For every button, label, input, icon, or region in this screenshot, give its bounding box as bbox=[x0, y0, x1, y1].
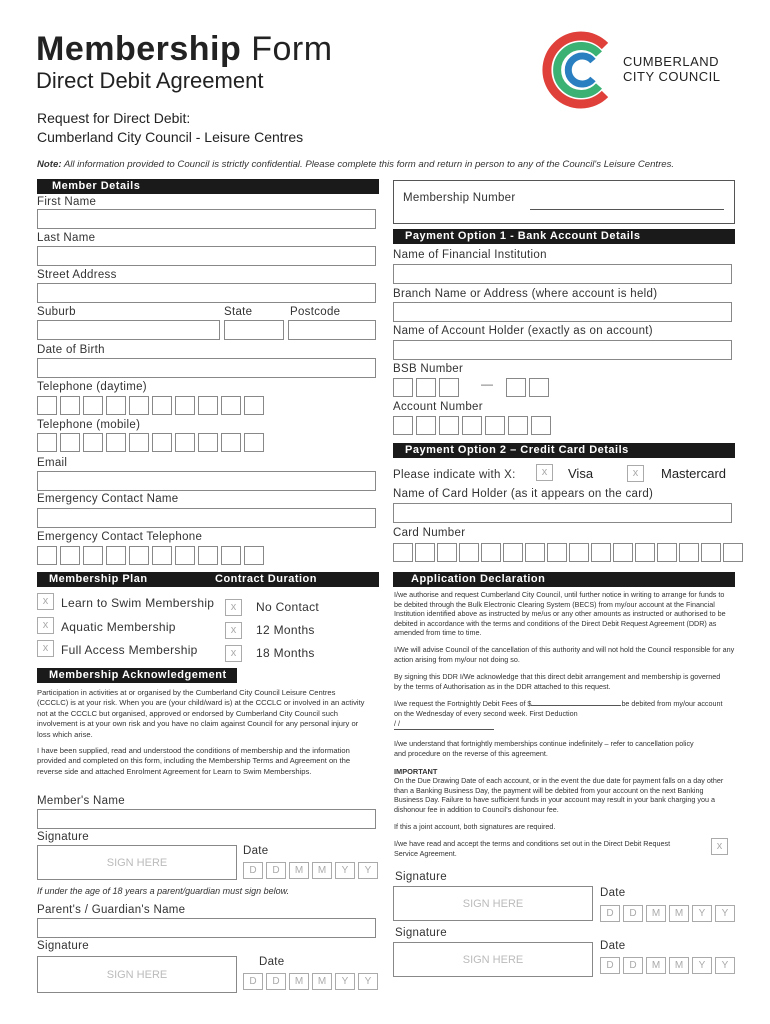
last-name-field[interactable] bbox=[37, 246, 376, 266]
date-cell: Y bbox=[715, 905, 735, 922]
bsb-cells-b[interactable] bbox=[506, 378, 549, 397]
parent-signature-label: Signature bbox=[37, 940, 89, 952]
ack-paragraph-2: I have been supplied, read and understood the conditions of membership and the information provided and completed on this form, including the Membership Terms and Agreement on the reverse side and attached Enrolment Agreement for Learn to Swim Memberships. bbox=[37, 746, 351, 776]
date-cell: D bbox=[266, 973, 286, 990]
date-cell: M bbox=[669, 905, 689, 922]
account-holder-label: Name of Account Holder (exactly as on account) bbox=[393, 325, 653, 337]
first-name-field[interactable] bbox=[37, 209, 376, 229]
bank-date-2-cells[interactable] bbox=[600, 957, 735, 974]
fee-amount-line[interactable] bbox=[531, 698, 621, 706]
payment-option-1-title: Payment Option 1 - Bank Account Details bbox=[405, 230, 641, 242]
membership-plan-title: Membership Plan bbox=[49, 573, 148, 585]
ack-paragraph-1: Participation in activities at or organised by the Cumberland City Council Leisure Centres (CCCLC) is at your risk. When you are (your child/ward is) at the CCCLC or involved in an activity not at the CCCLC but organised, approved or endorsed by Cumberland City Council such involvement is at your own risk and you have no claim against Council for any personal injury or loss which arise. bbox=[37, 688, 365, 739]
declaration-3: By signing this DDR I/We acknowledge that this direct debit arrangement and membership is governed by the terms of Authorisation as in the DDR attached to this request. bbox=[394, 672, 721, 691]
state-label: State bbox=[224, 306, 253, 318]
date-cell: Y bbox=[715, 957, 735, 974]
tel-mobile-cells[interactable] bbox=[37, 433, 264, 452]
declaration-4a: I/we request the Fortnightly Debit Fees of $ bbox=[394, 699, 532, 708]
bsb-cells-a[interactable] bbox=[393, 378, 459, 397]
declaration-4 bbox=[394, 698, 728, 730]
date-cell: D bbox=[600, 957, 620, 974]
street-label: Street Address bbox=[37, 269, 117, 281]
parent-name-label: Parent's / Guardian's Name bbox=[37, 904, 186, 916]
account-number-label: Account Number bbox=[393, 401, 483, 413]
parent-sign-here: SIGN HERE bbox=[106, 969, 168, 981]
plan-option-3: Full Access Membership bbox=[61, 643, 198, 657]
date-cell: M bbox=[312, 973, 332, 990]
date-cell: Y bbox=[335, 973, 355, 990]
bank-sign-here-2: SIGN HERE bbox=[462, 954, 524, 966]
page-title bbox=[36, 30, 333, 69]
mastercard-label: Mastercard bbox=[661, 466, 727, 481]
note-text: All information provided to Council is strictly confidential. Please complete this form and return in person to any of the Council's Leisure Centres. bbox=[63, 159, 675, 170]
membership-number-line[interactable] bbox=[530, 209, 724, 210]
date-cell: Y bbox=[692, 957, 712, 974]
state-field[interactable] bbox=[224, 320, 284, 340]
dob-label: Date of Birth bbox=[37, 344, 105, 356]
request-line2: Cumberland City Council - Leisure Centres bbox=[37, 129, 304, 145]
bank-signature-1-box[interactable] bbox=[393, 886, 593, 921]
visa-checkbox[interactable]: x bbox=[536, 464, 553, 481]
declaration-5: I/we understand that fortnightly memberships continue indefinitely – refer to cancellation policy and procedure on the reverse of this agreement. bbox=[394, 739, 694, 758]
plan-checkbox-1[interactable]: x bbox=[37, 593, 54, 610]
suburb-field[interactable] bbox=[37, 320, 220, 340]
branch-field[interactable] bbox=[393, 302, 732, 322]
accept-terms-checkbox[interactable]: x bbox=[711, 838, 728, 855]
dob-field[interactable] bbox=[37, 358, 376, 378]
plan-checkbox-3[interactable]: x bbox=[37, 640, 54, 657]
note-label: Note: bbox=[37, 159, 62, 170]
bank-sign-here-1: SIGN HERE bbox=[462, 898, 524, 910]
date-cell: M bbox=[289, 862, 309, 879]
bank-date-2-label: Date bbox=[600, 940, 626, 952]
membership-number-label: Membership Number bbox=[403, 192, 516, 204]
date-cell: M bbox=[646, 957, 666, 974]
member-date-label: Date bbox=[243, 845, 269, 857]
bank-signature-2-label: Signature bbox=[395, 927, 447, 939]
bank-date-1-label: Date bbox=[600, 887, 626, 899]
account-number-cells[interactable] bbox=[393, 416, 551, 435]
card-holder-label: Name of Card Holder (as it appears on the card) bbox=[393, 488, 654, 500]
emergency-tel-label: Emergency Contact Telephone bbox=[37, 531, 203, 543]
duration-checkbox-1[interactable]: x bbox=[225, 599, 242, 616]
bank-signature-2-box[interactable] bbox=[393, 942, 593, 977]
date-cell: D bbox=[243, 862, 263, 879]
date-cell: D bbox=[266, 862, 286, 879]
duration-option-2: 12 Months bbox=[256, 623, 315, 637]
branch-label: Branch Name or Address (where account is held) bbox=[393, 288, 658, 300]
date-cell: Y bbox=[692, 905, 712, 922]
email-field[interactable] bbox=[37, 471, 376, 491]
emergency-name-label: Emergency Contact Name bbox=[37, 493, 179, 505]
date-cell: D bbox=[243, 973, 263, 990]
institution-field[interactable] bbox=[393, 264, 732, 284]
suburb-label: Suburb bbox=[37, 306, 76, 318]
members-name-label: Member's Name bbox=[37, 795, 125, 807]
title-bold: Membership bbox=[36, 30, 242, 68]
date-cell: D bbox=[600, 905, 620, 922]
last-name-label: Last Name bbox=[37, 232, 96, 244]
application-declaration-header bbox=[393, 572, 735, 587]
duration-checkbox-2[interactable]: x bbox=[225, 622, 242, 639]
important-heading: IMPORTANT bbox=[394, 767, 438, 776]
member-date-cells[interactable] bbox=[243, 862, 378, 879]
card-number-cells[interactable] bbox=[393, 543, 743, 562]
acknowledgement-header bbox=[37, 668, 237, 683]
duration-checkbox-3[interactable]: x bbox=[225, 645, 242, 662]
mastercard-checkbox[interactable]: x bbox=[627, 465, 644, 482]
date-cell: Y bbox=[358, 862, 378, 879]
plan-option-2: Aquatic Membership bbox=[61, 620, 176, 634]
parent-date-label: Date bbox=[259, 956, 285, 968]
logo-mark-icon bbox=[537, 30, 619, 110]
confidential-note bbox=[37, 159, 674, 170]
card-holder-field[interactable] bbox=[393, 503, 732, 523]
members-name-field[interactable] bbox=[37, 809, 376, 829]
logo-text-line2: CITY COUNCIL bbox=[623, 69, 721, 84]
duration-option-1: No Contact bbox=[256, 600, 320, 614]
declaration-4c[interactable]: / / bbox=[394, 719, 494, 730]
member-details-header bbox=[37, 179, 379, 194]
declaration-4b: be debited from my/our account on the Wednesday of every second week. First Deduction bbox=[394, 699, 723, 718]
bsb-label: BSB Number bbox=[393, 363, 464, 375]
date-cell: M bbox=[289, 973, 309, 990]
duration-option-3: 18 Months bbox=[256, 646, 315, 660]
bank-date-1-cells[interactable] bbox=[600, 905, 735, 922]
council-logo bbox=[537, 30, 737, 110]
plan-option-1: Learn to Swim Membership bbox=[61, 596, 215, 610]
account-holder-field[interactable] bbox=[393, 340, 732, 360]
membership-number-box bbox=[393, 180, 735, 224]
declaration-8: I/we have read and accept the terms and conditions set out in the Direct Debit Request Service Agreement. bbox=[394, 839, 671, 858]
declaration-6: On the Due Drawing Date of each account, or in the event the due date for payment falls on a day other than a Banking Business Day, the payment will be debited from your account on the next Banking Business Day. Failure to have sufficient funds in your account may result in your bank charging you a dishonour fee in addition to Council's dishonour fee. bbox=[394, 776, 724, 814]
member-sign-here: SIGN HERE bbox=[106, 857, 168, 869]
payment-option-2-header bbox=[393, 443, 735, 458]
tel-day-label: Telephone (daytime) bbox=[37, 381, 147, 393]
postcode-field[interactable] bbox=[288, 320, 376, 340]
member-signature-box[interactable] bbox=[37, 845, 237, 880]
first-name-label: First Name bbox=[37, 196, 97, 208]
declaration-2: I/We will advise Council of the cancellation of this authority and will not hold the Council responsible for any action arising from my/our not doing so. bbox=[394, 645, 735, 664]
postcode-label: Postcode bbox=[290, 306, 341, 318]
member-details-title: Member Details bbox=[52, 180, 141, 192]
request-line1: Request for Direct Debit: bbox=[37, 110, 191, 126]
tel-day-cells[interactable] bbox=[37, 396, 264, 415]
emergency-tel-cells[interactable] bbox=[37, 546, 264, 565]
tel-mobile-label: Telephone (mobile) bbox=[37, 419, 141, 431]
parent-signature-box[interactable] bbox=[37, 956, 237, 993]
contract-duration-title: Contract Duration bbox=[215, 573, 317, 585]
acknowledgement-title: Membership Acknowledgement bbox=[49, 669, 227, 681]
street-field[interactable] bbox=[37, 283, 376, 303]
member-signature-label: Signature bbox=[37, 831, 89, 843]
page-subtitle: Direct Debit Agreement bbox=[36, 68, 264, 93]
date-cell: D bbox=[623, 905, 643, 922]
logo-text-line1: CUMBERLAND bbox=[623, 54, 720, 69]
declaration-1: I/we authorise and request Cumberland City Council, until further notice in writing to arrange for funds to be debited through the Bulk Electronic Clearing System (BECS) from my/our account at the Financial Institution identified above as instructed by me/us or any other amounts as instructed or authorised to be debited in accordance with the terms and conditions of the Direct Debit Request Agreement (DDR) as amended from time to time. bbox=[394, 590, 726, 637]
payment-option-1-header bbox=[393, 229, 735, 244]
date-cell: Y bbox=[358, 973, 378, 990]
bank-signature-1-label: Signature bbox=[395, 871, 447, 883]
title-light: Form bbox=[251, 30, 333, 68]
under18-note: If under the age of 18 years a parent/guardian must sign below. bbox=[37, 886, 290, 896]
bsb-dash: — bbox=[481, 377, 493, 391]
institution-label: Name of Financial Institution bbox=[393, 249, 547, 261]
payment-option-2-title: Payment Option 2 – Credit Card Details bbox=[405, 444, 629, 456]
parent-name-field[interactable] bbox=[37, 918, 376, 938]
emergency-name-field[interactable] bbox=[37, 508, 376, 528]
date-cell: M bbox=[646, 905, 666, 922]
declaration-7: If this a joint account, both signatures are required. bbox=[394, 822, 556, 831]
email-label: Email bbox=[37, 457, 68, 469]
parent-date-cells[interactable] bbox=[243, 973, 378, 990]
indicate-label: Please indicate with X: bbox=[393, 469, 516, 481]
application-declaration-title: Application Declaration bbox=[411, 573, 546, 585]
plan-checkbox-2[interactable]: x bbox=[37, 617, 54, 634]
date-cell: M bbox=[669, 957, 689, 974]
date-cell: Y bbox=[335, 862, 355, 879]
membership-plan-header bbox=[37, 572, 379, 587]
date-cell: M bbox=[312, 862, 332, 879]
card-number-label: Card Number bbox=[393, 527, 466, 539]
date-cell: D bbox=[623, 957, 643, 974]
visa-label: Visa bbox=[568, 466, 594, 481]
